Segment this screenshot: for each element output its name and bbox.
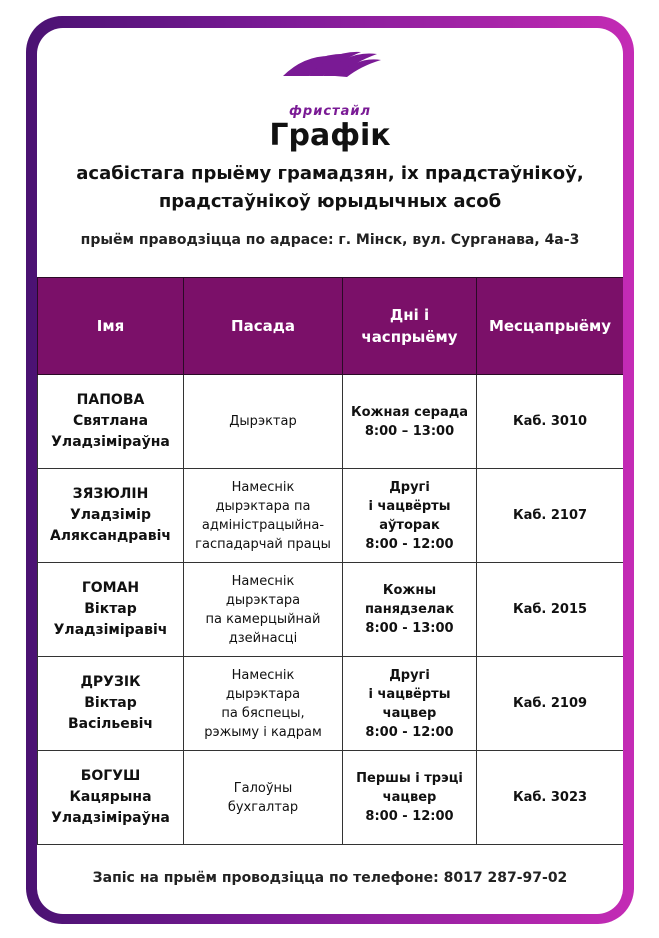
- brand-logo-text: фристайл: [289, 104, 371, 119]
- cell-position: Дырэктар: [184, 375, 343, 469]
- subtitle-line: асабістага прыёму грамадзян, іх прадстаўнікоў,: [76, 163, 584, 184]
- schedule-sheet: [37, 28, 623, 914]
- cell-name: ЗЯЗЮЛІН Уладзімір Аляксандравіч: [38, 469, 184, 563]
- table-row: [38, 657, 624, 751]
- cell-position: Намеснік дырэктара па камерцыйнай дзейнасці: [184, 563, 343, 657]
- cell-room: Каб. 2107: [477, 469, 624, 563]
- column-header-position: Пасада: [184, 278, 343, 375]
- page-subtitle: [37, 160, 623, 216]
- cell-position: Галоўны бухгалтар: [184, 751, 343, 845]
- cell-room: Каб. 2015: [477, 563, 624, 657]
- cell-position: Намеснік дырэктара па адміністрацыйна- гаспадарчай працы: [184, 469, 343, 563]
- column-header-time: Дні і часпрыёму: [343, 278, 477, 375]
- reception-address: прыём праводзіцца по адрасе: г. Мінск, вул. Сурганава, 4а-3: [80, 232, 580, 248]
- cell-room: Каб. 3023: [477, 751, 624, 845]
- cell-time: Другі і чацвёрты чацвер 8:00 - 12:00: [343, 657, 477, 751]
- column-header-name: Імя: [38, 278, 184, 375]
- appointment-phone-note: Запіс на прыём проводзіцца по телефоне: 8017 287-97-02: [92, 870, 568, 886]
- cell-position: Намеснік дырэктара па бяспецы, рэжыму і кадрам: [184, 657, 343, 751]
- schedule-table: [37, 277, 623, 845]
- column-header-room: Месцапрыёму: [477, 278, 624, 375]
- table-row: [38, 375, 624, 469]
- cell-name: ПАПОВА Святлана Уладзіміраўна: [38, 375, 184, 469]
- page-title: Графік: [269, 118, 391, 153]
- cell-name: БОГУШ Кацярына Уладзіміраўна: [38, 751, 184, 845]
- cell-room: Каб. 2109: [477, 657, 624, 751]
- brand-logo: [37, 46, 623, 119]
- table-row: [38, 751, 624, 845]
- table-row: [38, 563, 624, 657]
- subtitle-line: прадстаўнікоў юрыдычных асоб: [158, 191, 502, 212]
- cell-time: Кожная серада 8:00 – 13:00: [343, 375, 477, 469]
- cell-time: Першы і трэці чацвер 8:00 - 12:00: [343, 751, 477, 845]
- cell-time: Кожны панядзелак 8:00 - 13:00: [343, 563, 477, 657]
- table-header-row: [38, 278, 624, 375]
- brand-logo-icon: [275, 46, 385, 86]
- cell-room: Каб. 3010: [477, 375, 624, 469]
- cell-time: Другі і чацвёрты аўторак 8:00 - 12:00: [343, 469, 477, 563]
- cell-name: ДРУЗІК Віктар Васільевіч: [38, 657, 184, 751]
- table-row: [38, 469, 624, 563]
- cell-name: ГОМАН Віктар Уладзіміравіч: [38, 563, 184, 657]
